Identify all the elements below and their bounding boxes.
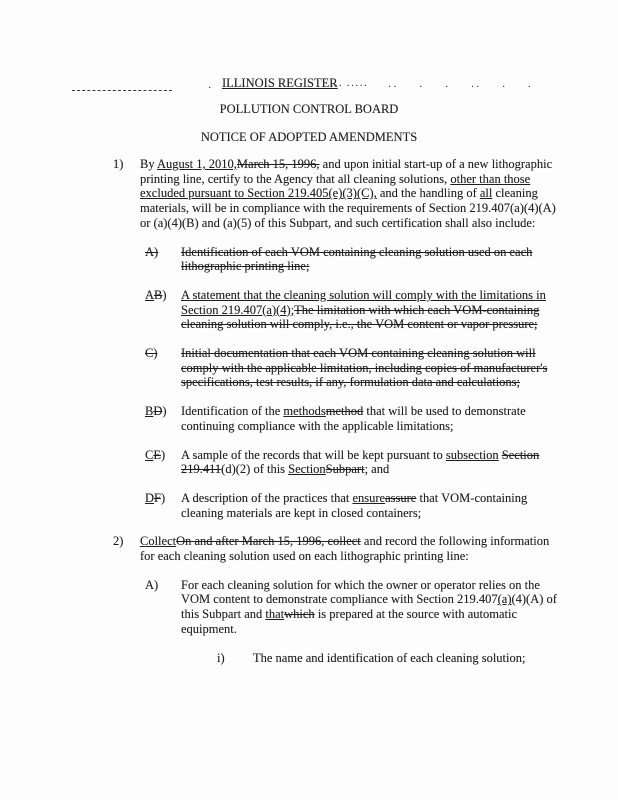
inserted-text: C bbox=[145, 447, 154, 462]
item-label bbox=[113, 534, 140, 563]
text-run: A sample of the records that will be kept pursuant to bbox=[181, 447, 446, 462]
deleted-text: A) bbox=[145, 244, 159, 259]
amendment-item bbox=[145, 245, 559, 274]
text-run: ) bbox=[160, 490, 166, 505]
item-text bbox=[181, 404, 559, 433]
inserted-text: that bbox=[265, 607, 285, 622]
deleted-text: which bbox=[284, 607, 315, 622]
inserted-text: Collect bbox=[140, 534, 177, 549]
notice-heading: NOTICE OF ADOPTED AMENDMENTS bbox=[200, 130, 418, 144]
text-run: By bbox=[140, 157, 158, 171]
text-run: The name and identification of each cleaning solution; bbox=[253, 650, 526, 665]
deleted-text: method bbox=[325, 404, 364, 419]
amendment-item bbox=[145, 404, 559, 433]
scan-artifact-title-trail: ··· ····· bbox=[330, 81, 369, 92]
text-run: is prepared at the source with automatic equipment. bbox=[181, 607, 518, 636]
deleted-text: On and after March 15, 1996, collect bbox=[176, 534, 361, 549]
deleted-text: Initial documentation that each VOM containing cleaning solution will comply with the applicable limitation, including copies of manufacturer's specifications, test results, if any, formulation data and calculations; bbox=[181, 346, 548, 390]
item-label bbox=[145, 491, 181, 520]
deleted-text: Subpart bbox=[325, 462, 365, 477]
text-run: and upon initial start-up of a new lithographic printing line, certify to the Agency that all cleaning solutions, bbox=[140, 157, 553, 186]
inserted-text: methods bbox=[283, 404, 326, 419]
item-label bbox=[145, 448, 181, 477]
text-run: Identification of the bbox=[181, 404, 284, 419]
deleted-text: D bbox=[153, 404, 163, 419]
inserted-text: B bbox=[145, 404, 154, 419]
deleted-text: E bbox=[153, 447, 161, 462]
item-text bbox=[181, 288, 559, 332]
register-title-text: ILLINOIS REGISTER bbox=[222, 76, 338, 90]
inserted-text: subsection bbox=[445, 447, 499, 462]
deleted-text: F bbox=[154, 490, 161, 505]
text-run: ) bbox=[162, 287, 167, 302]
deleted-text: assure bbox=[385, 490, 417, 505]
text-run: and record the following information for each cleaning solution used on each lithographic printing line: bbox=[140, 534, 550, 564]
text-run: i) bbox=[217, 650, 225, 665]
amendment-item bbox=[217, 651, 559, 666]
inserted-text: (a) bbox=[497, 592, 512, 607]
inserted-text: all bbox=[479, 186, 493, 201]
deleted-text: Section 219.411 bbox=[181, 447, 540, 477]
board-heading: POLLUTION CONTROL BOARD bbox=[219, 102, 399, 116]
inserted-text: Section bbox=[288, 462, 326, 477]
inserted-text: A bbox=[145, 287, 155, 302]
item-text bbox=[181, 578, 559, 637]
item-label bbox=[217, 651, 253, 666]
text-run: ) bbox=[162, 404, 167, 419]
text-run: A) bbox=[145, 577, 159, 592]
text-run: (4)(A) of this Subpart and bbox=[181, 592, 557, 622]
text-run: For each cleaning solution for which the owner or operator relies on the VOM content to demonstrate compliance with Section 219.407 bbox=[181, 577, 540, 607]
item-text bbox=[181, 448, 559, 477]
amendment-item bbox=[145, 491, 559, 520]
scan-artifact-right-dots: ·· · · ·· · · bbox=[388, 82, 534, 93]
item-text bbox=[181, 346, 559, 390]
text-run: ; and bbox=[364, 462, 390, 477]
text-run: A description of the practices that bbox=[181, 490, 353, 505]
amendment-item bbox=[113, 534, 559, 563]
deleted-text: C) bbox=[145, 346, 158, 361]
item-text bbox=[181, 245, 559, 274]
item-text bbox=[253, 651, 559, 666]
item-label bbox=[145, 346, 181, 390]
item-text bbox=[181, 491, 559, 520]
inserted-text: A statement that the cleaning solution will comply with the limitations in Section 219.407(a)(4); bbox=[181, 287, 546, 317]
scan-artifact-dot: · bbox=[208, 83, 214, 94]
item-text bbox=[140, 157, 559, 231]
amendments-body bbox=[113, 157, 559, 679]
text-run: (d)(2) of this bbox=[221, 462, 289, 477]
item-label bbox=[145, 288, 181, 332]
text-run: and the handling of bbox=[376, 186, 480, 201]
inserted-text: other than those excluded pursuant to Section 219.405(e)(3)(C), bbox=[140, 171, 531, 201]
deleted-text: March 15, 1996, bbox=[236, 157, 320, 171]
deleted-text: Identification of each VOM containing cleaning solution used on each lithographic printing line; bbox=[181, 244, 533, 274]
register-title bbox=[222, 76, 402, 91]
amendment-item bbox=[145, 448, 559, 477]
item-text bbox=[140, 534, 559, 563]
deleted-text: The limitation with which each VOM-containing cleaning solution will comply, i.e., the VOM content or vapor pressure; bbox=[181, 302, 540, 332]
scan-artifact-left-rule bbox=[72, 84, 172, 91]
item-label bbox=[145, 245, 181, 274]
text-run: 2) bbox=[113, 534, 124, 549]
item-label bbox=[145, 578, 181, 637]
text-run: 1) bbox=[113, 157, 124, 171]
amendment-item bbox=[145, 346, 559, 390]
amendment-item bbox=[145, 578, 559, 637]
deleted-text: B bbox=[154, 287, 163, 302]
item-label bbox=[145, 404, 181, 433]
text-run: ) bbox=[160, 447, 166, 462]
text-run: that VOM-containing cleaning materials are kept in closed containers; bbox=[181, 490, 528, 520]
text-run: cleaning materials, will be in compliance with the requirements of Section 219.407(a)(4)(A) or (a)(4)(B) and (a)(5) of this Subpart, and such certification shall also include: bbox=[140, 186, 556, 230]
amendment-item bbox=[145, 288, 559, 332]
inserted-text: D bbox=[145, 490, 155, 505]
text-run: that will be used to demonstrate continuing compliance with the applicable limitations; bbox=[181, 404, 526, 433]
item-label bbox=[113, 157, 140, 231]
amendment-item bbox=[113, 157, 559, 231]
inserted-text: August 1, 2010, bbox=[157, 157, 237, 171]
inserted-text: ensure bbox=[352, 490, 386, 505]
